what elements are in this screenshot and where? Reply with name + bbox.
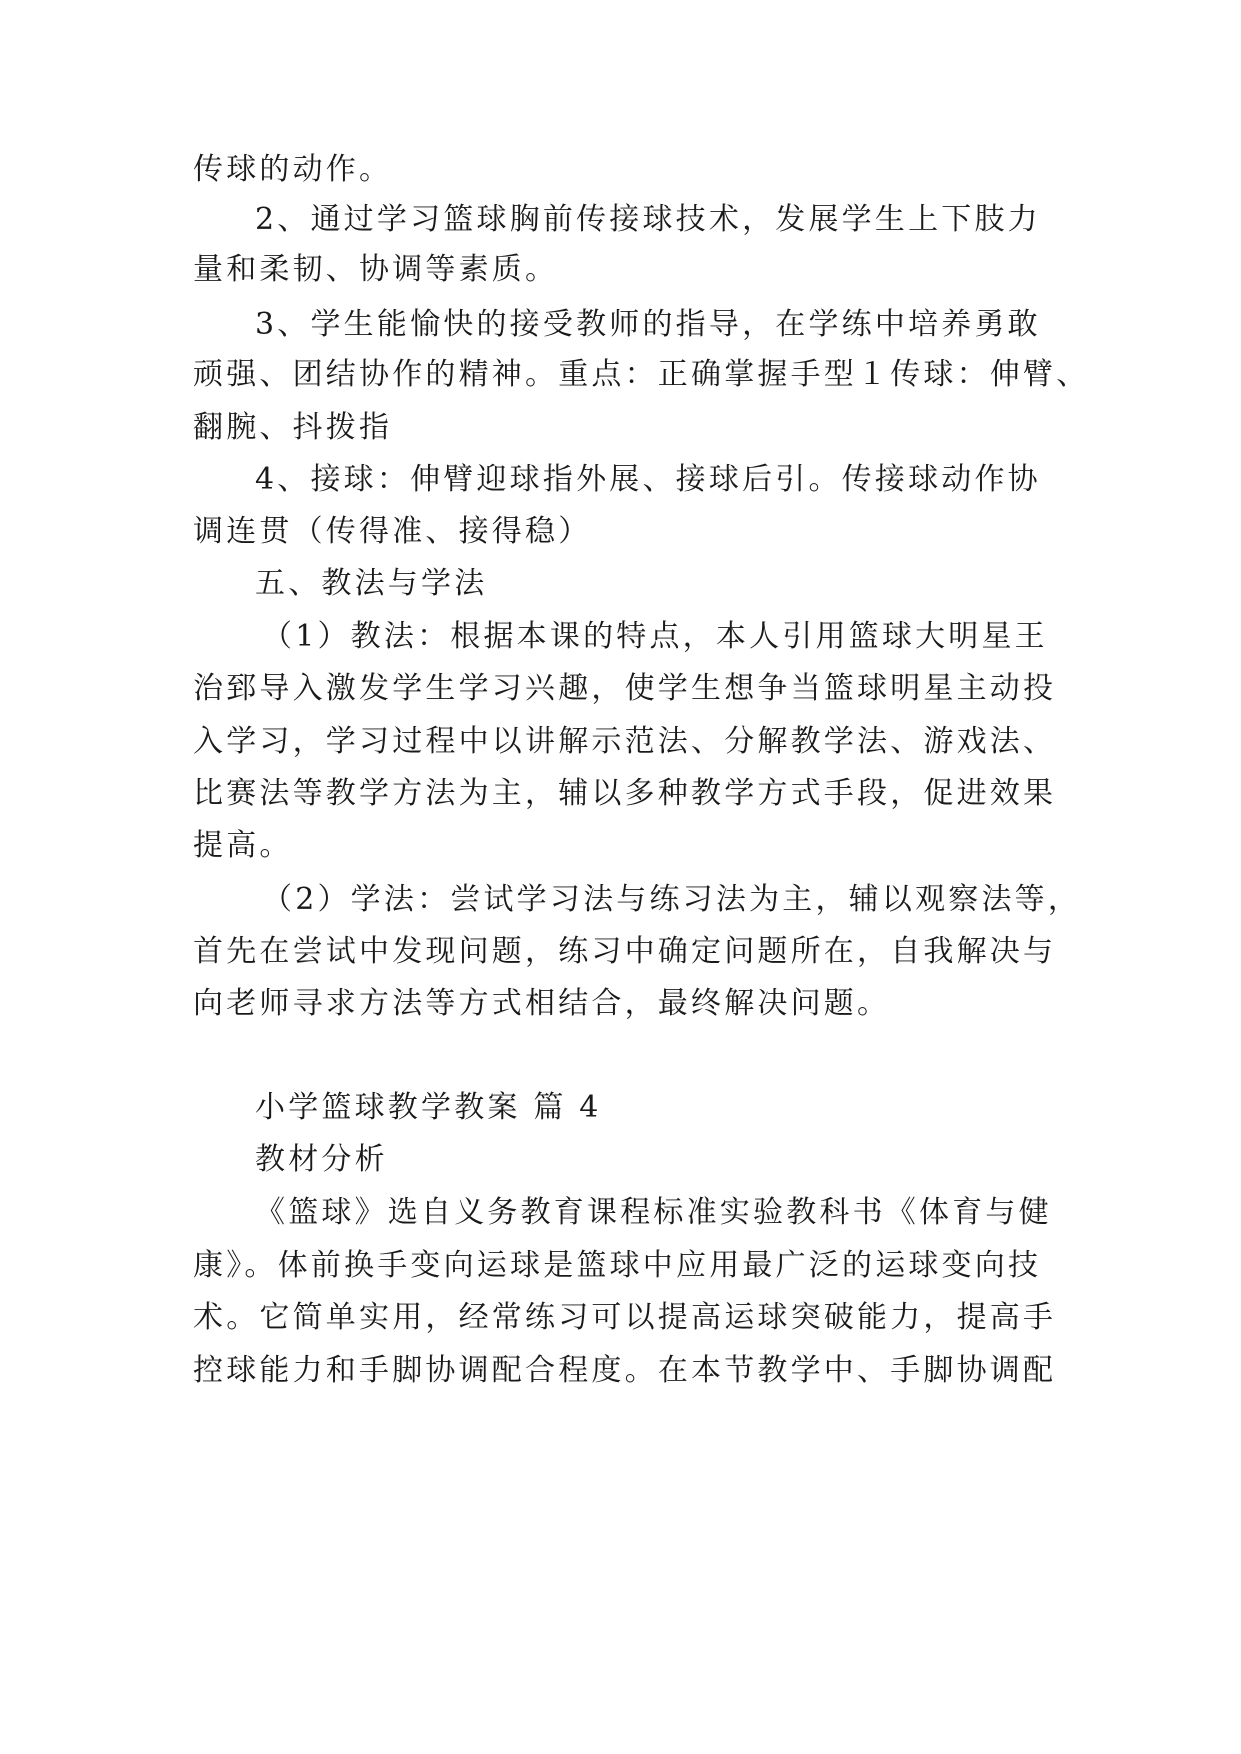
- text-line: 提高。: [193, 828, 293, 863]
- text-line: 控球能力和手脚协调配合程度。在本节教学中、手脚协调配: [193, 1353, 1057, 1388]
- text-line: 入学习，学习过程中以讲解示范法、分解教学法、游戏法、: [193, 724, 1057, 759]
- text-line: （2）学法：尝试学习法与练习法为主，辅以观察法等，: [262, 882, 1082, 917]
- text-line: 调连贯（传得准、接得稳）: [193, 514, 592, 549]
- text-line: 量和柔韧、协调等素质。: [193, 252, 559, 287]
- text-line: 康》。体前换手变向运球是篮球中应用最广泛的运球变向技: [193, 1248, 1042, 1283]
- text-line: 3、学生能愉快的接受教师的指导，在学练中培养勇敢: [255, 307, 1041, 342]
- text-line: 比赛法等教学方法为主，辅以多种教学方式手段，促进效果: [193, 776, 1057, 811]
- text-line: 向老师寻求方法等方式相结合，最终解决问题。: [193, 986, 891, 1021]
- section-heading: 五、教法与学法: [255, 566, 488, 601]
- text-line: 首先在尝试中发现问题，练习中确定问题所在，自我解决与: [193, 934, 1057, 969]
- text-line: 顽强、团结协作的精神。重点：正确掌握手型１传球：伸臂、: [193, 357, 1090, 392]
- text-line: 4、接球：伸臂迎球指外展、接球后引。传接球动作协: [255, 462, 1041, 497]
- text-line: 《篮球》选自义务教育课程标准实验教科书《体育与健: [255, 1195, 1052, 1230]
- text-line: 术。它简单实用，经常练习可以提高运球突破能力，提高手: [193, 1300, 1057, 1335]
- text-line: 翻腕、抖拨指: [193, 410, 393, 445]
- article-title: 小学篮球教学教案 篇 4: [255, 1090, 602, 1125]
- text-line: 传球的动作。: [193, 152, 393, 187]
- text-line: 2、通过学习篮球胸前传接球技术，发展学生上下肢力: [255, 202, 1041, 237]
- text-line: 治郅导入激发学生学习兴趣，使学生想争当篮球明星主动投: [193, 671, 1057, 706]
- text-line: （1）教法：根据本课的特点，本人引用篮球大明星王: [262, 619, 1048, 654]
- section-heading: 教材分析: [255, 1142, 388, 1177]
